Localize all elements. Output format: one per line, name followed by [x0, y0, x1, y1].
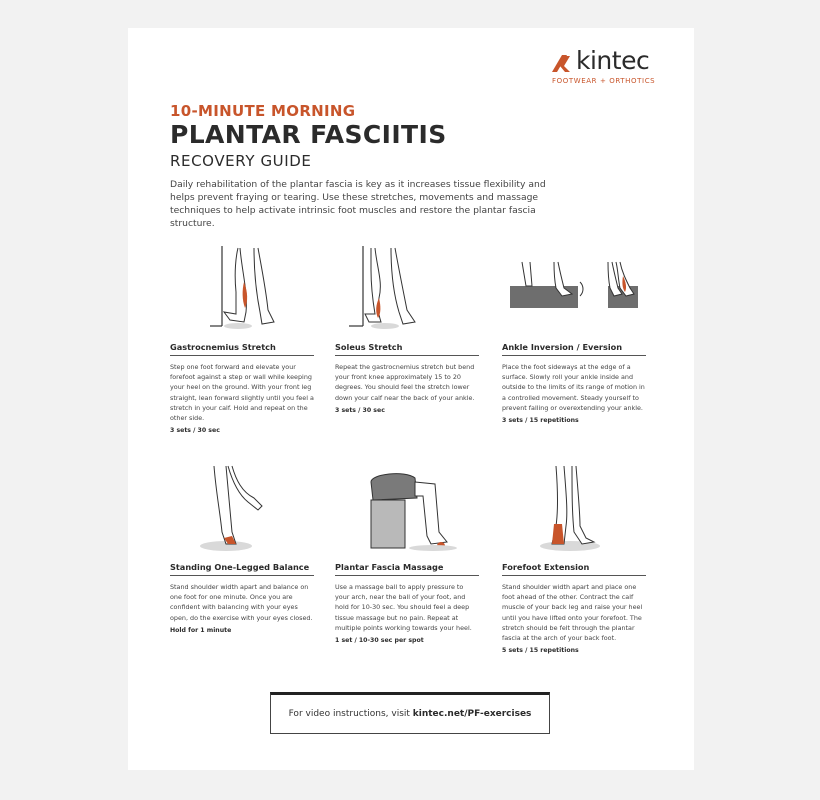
- exercise-title: Gastrocnemius Stretch: [170, 342, 314, 356]
- video-link[interactable]: kintec.net/PF-exercises: [412, 709, 532, 719]
- gastrocnemius-stretch-illustration: [170, 242, 314, 338]
- forefoot-extension-illustration: [502, 462, 646, 558]
- exercise-instructions: Step one foot forward and elevate your forefoot against a step or wall while keeping your heel on the ground. With your front leg straight, lean forward slightly until you feel a stretch in your calf. Hold and repeat on the other side.: [170, 363, 314, 423]
- exercise-instructions: Use a massage ball to apply pressure to your arch, near the ball of your foot, and hold for 10-30 sec. You should feel a deep tissue massage but no pain. Repeat at multiple points working towards your heel.: [335, 583, 472, 632]
- brand-name: kintec: [576, 46, 650, 75]
- exercise-dose: 1 set / 10-30 sec per spot: [335, 637, 424, 645]
- exercise-dose: 3 sets / 30 sec: [335, 406, 385, 414]
- kintec-logo-icon: [550, 52, 576, 74]
- exercise-dose: Hold for 1 minute: [170, 626, 232, 634]
- exercise-instructions: Repeat the gastrocnemius stretch but bend your front knee approximately 15 to 20 degrees. You should feel the stretch lower down your calf near the back of your ankle.: [335, 363, 475, 402]
- one-legged-balance-illustration: [170, 462, 314, 558]
- guide-title: PLANTAR FASCIITIS: [170, 120, 447, 149]
- exercise-title: Plantar Fascia Massage: [335, 562, 479, 576]
- exercise-dose: 5 sets / 15 repetitions: [502, 647, 579, 655]
- guide-page: [128, 28, 694, 770]
- exercise-dose: 3 sets / 15 repetitions: [502, 417, 579, 425]
- exercise-card: [335, 242, 479, 414]
- exercise-instructions: Stand shoulder width apart and place one foot ahead of the other. Contract the calf muscle of your back leg and raise your heel until you have lifted onto your forefoot. The stretch should be felt through the plantar fascia at the arch of your back foot.: [502, 583, 643, 643]
- exercise-instructions: Place the foot sideways at the edge of a surface. Slowly roll your ankle inside and outside to the limits of its range of motion in a controlled movement. Steady yourself to prevent falling or overextending your ankle.: [502, 363, 645, 412]
- footer-prefix: For video instructions, visit: [288, 709, 413, 719]
- video-instructions-banner: [270, 692, 550, 734]
- exercise-dose: 3 sets / 30 sec: [170, 427, 220, 435]
- soleus-stretch-illustration: [335, 242, 479, 338]
- ankle-inversion-eversion-illustration: [502, 242, 646, 338]
- guide-kicker: 10-MINUTE MORNING: [170, 102, 356, 120]
- exercise-card: [170, 242, 314, 434]
- exercise-card: [502, 462, 646, 654]
- exercise-title: Soleus Stretch: [335, 342, 479, 356]
- exercise-card: [170, 462, 314, 634]
- plantar-fascia-massage-illustration: [335, 462, 479, 558]
- exercise-instructions: Stand shoulder width apart and balance on one foot for one minute. Once you are confident with balancing with your eyes open, do the exercise with your eyes closed.: [170, 583, 313, 622]
- exercise-title: Forefoot Extension: [502, 562, 646, 576]
- guide-intro: Daily rehabilitation of the plantar fascia is key as it increases tissue flexibility and helps prevent fraying or tearing. Use these stretches, movements and massage techniques to help activate intrinsic foot muscles and restore the plantar fascia structure.: [170, 179, 546, 229]
- exercise-title: Standing One-Legged Balance: [170, 562, 314, 576]
- brand-tagline: FOOTWEAR + ORTHOTICS: [552, 77, 656, 85]
- exercise-card: [335, 462, 479, 644]
- exercise-title: Ankle Inversion / Eversion: [502, 342, 646, 356]
- kintec-logo: [550, 46, 670, 88]
- exercise-card: [502, 242, 646, 424]
- guide-subtitle: RECOVERY GUIDE: [170, 152, 312, 170]
